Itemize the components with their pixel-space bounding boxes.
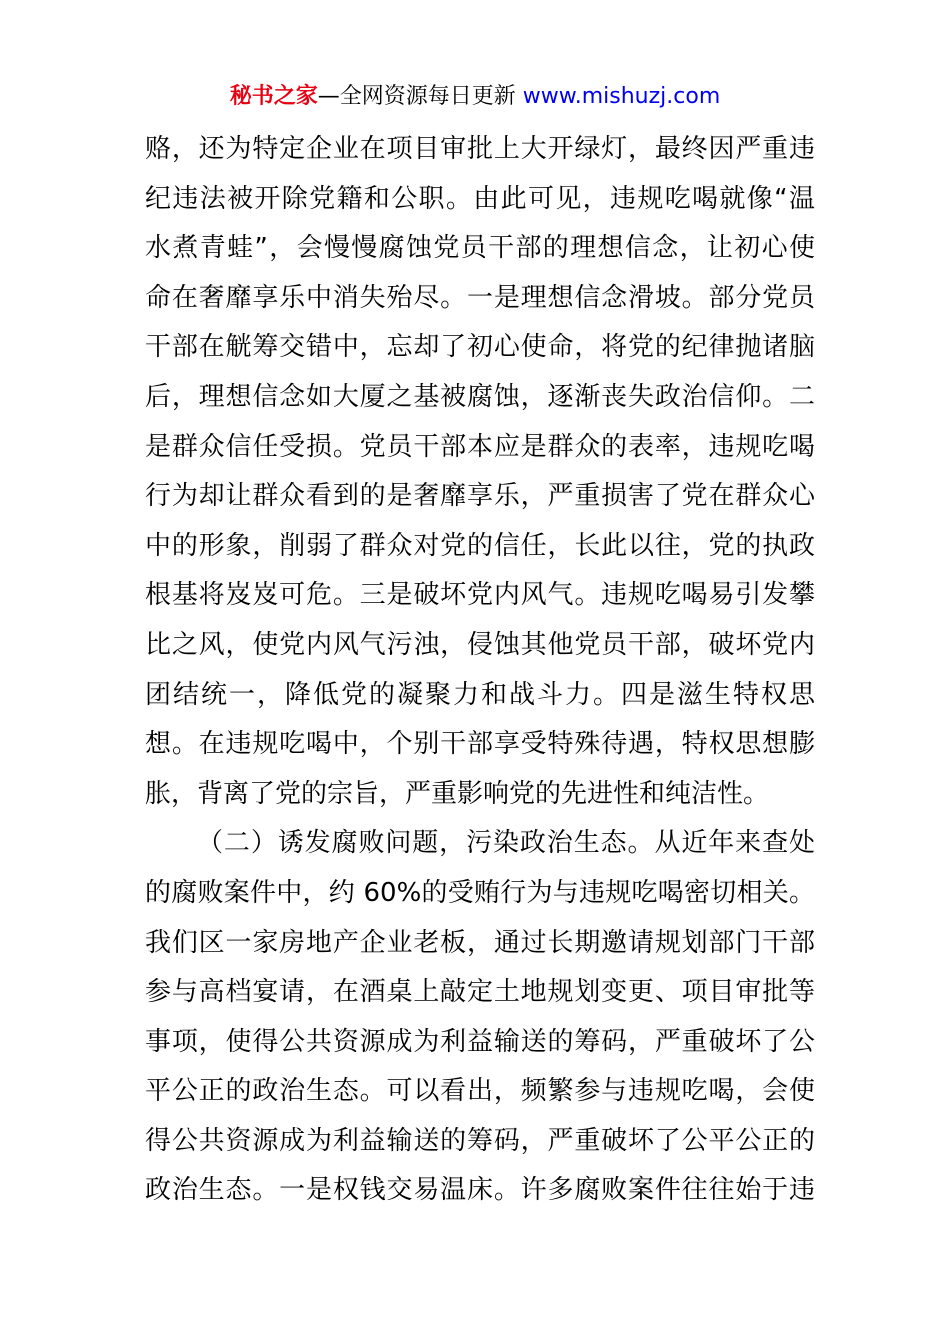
text-line: 得公共资源成为利益输送的筹码，严重破坏了公平公正的	[145, 1125, 815, 1156]
text-line: 中的形象，削弱了群众对党的信任，长此以往，党的执政	[145, 530, 815, 561]
text-line: 事项，使得公共资源成为利益输送的筹码，严重破坏了公	[145, 1026, 815, 1057]
text-line: 干部在觥筹交错中，忘却了初心使命，将党的纪律抛诸脑	[145, 332, 815, 363]
text-line: 参与高档宴请，在酒桌上敲定土地规划变更、项目审批等	[145, 977, 815, 1008]
text-line: 团结统一，降低党的凝聚力和战斗力。四是滋生特权思	[145, 679, 815, 710]
text-line: 比之风，使党内风气污浊，侵蚀其他党员干部，破坏党内	[145, 629, 815, 660]
text-line: 想。在违规吃喝中，个别干部享受特殊待遇，特权思想膨	[145, 729, 815, 760]
text-line: 水煮青蛙”，会慢慢腐蚀党员干部的理想信念，让初心使	[145, 233, 815, 264]
site-url-link[interactable]: www.mishuzj.com	[522, 84, 721, 109]
section-heading-line: （二）诱发腐败问题，污染政治生态。从近年来查处	[197, 828, 815, 859]
text-line: 行为却让群众看到的是奢靡享乐，严重损害了党在群众心	[145, 481, 815, 512]
text-line: 平公正的政治生态。可以看出，频繁参与违规吃喝，会使	[145, 1076, 815, 1107]
text-line: 我们区一家房地产企业老板，通过长期邀请规划部门干部	[145, 927, 815, 958]
text-line: 命在奢靡享乐中消失殆尽。一是理想信念滑坡。部分党员	[145, 282, 815, 313]
text-line: 的腐败案件中，约 60%的受贿行为与违规吃喝密切相关。	[145, 877, 815, 908]
text-line: 根基将岌岌可危。三是破坏党内风气。违规吃喝易引发攀	[145, 580, 815, 611]
site-slogan: —全网资源每日更新	[317, 84, 523, 109]
text-line: 纪违法被开除党籍和公职。由此可见，违规吃喝就像“温	[145, 183, 815, 214]
text-line: 是群众信任受损。党员干部本应是群众的表率，违规吃喝	[145, 431, 815, 462]
document-body	[145, 125, 815, 1216]
site-header	[0, 82, 950, 112]
site-brand: 秘书之家	[229, 84, 318, 109]
text-line: 胀，背离了党的宗旨，严重影响党的先进性和纯洁性。	[145, 778, 770, 809]
text-line: 后，理想信念如大厦之基被腐蚀，逐渐丧失政治信仰。二	[145, 381, 815, 412]
text-line: 政治生态。一是权钱交易温床。许多腐败案件往往始于违	[145, 1175, 815, 1206]
text-line: 赂，还为特定企业在项目审批上大开绿灯，最终因严重违	[145, 134, 815, 164]
